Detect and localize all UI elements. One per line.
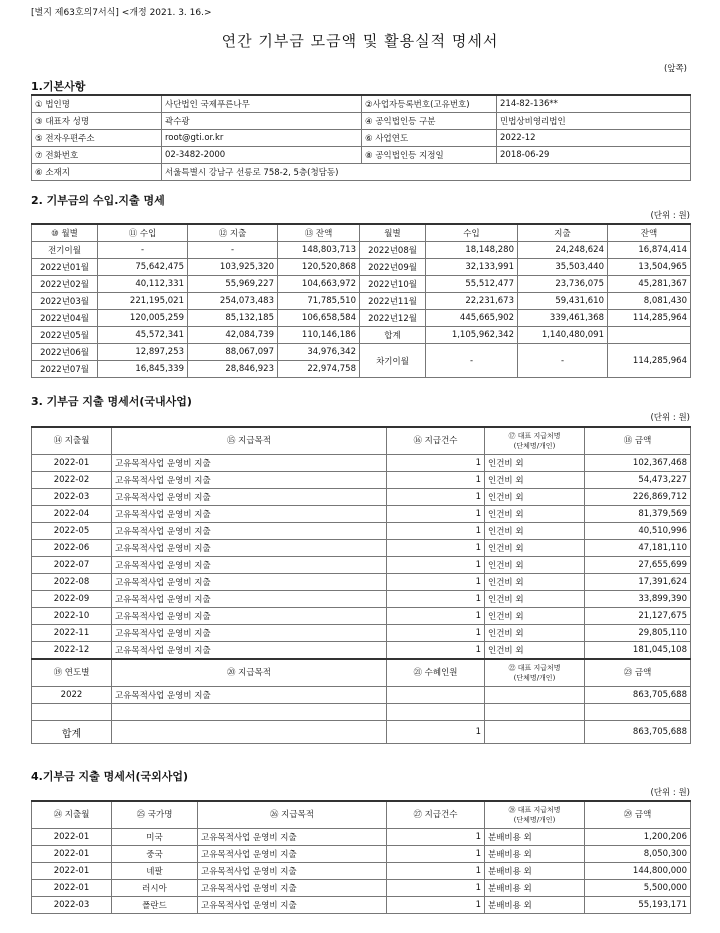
balance-cell: 71,785,510 [278, 293, 360, 310]
column-header: 월별 [360, 224, 426, 242]
payee-cell: 인건비 외 [485, 472, 585, 489]
income-cell: 445,665,902 [426, 310, 518, 327]
column-header: ⑱ 금액 [585, 427, 691, 455]
income-cell: - [98, 242, 188, 259]
count-cell: 1 [387, 455, 485, 472]
purpose-cell: 고유목적사업 운영비 지출 [198, 897, 387, 914]
payee-cell: 인건비 외 [485, 591, 585, 608]
count-cell [387, 687, 485, 704]
purpose-cell: 고유목적사업 운영비 지출 [112, 489, 387, 506]
section-overseas-title: 4.기부금 지출 명세서(국외사업) [31, 770, 189, 783]
income-expense-row [32, 242, 691, 259]
amount-cell: 54,473,227 [585, 472, 691, 489]
header-row [32, 659, 691, 687]
field-value: 2018-06-29 [497, 147, 691, 164]
page-title: 연간 기부금 모금액 및 활용실적 명세서 [221, 32, 499, 50]
count-cell: 1 [387, 557, 485, 574]
month-cell: 2022년06월 [32, 344, 98, 361]
purpose-cell: 고유목적사업 운영비 지출 [112, 472, 387, 489]
field-value: 사단법인 국제푸른나무 [162, 95, 362, 113]
column-header: 지출 [518, 224, 608, 242]
column-header: 잔액 [608, 224, 691, 242]
balance-cell: 120,520,868 [278, 259, 360, 276]
month-cell: 2022년08월 [360, 242, 426, 259]
column-header: ⑰ 대표 지급처명 (단체명/개인) [485, 427, 585, 455]
month-cell: 2022-07 [32, 557, 112, 574]
income-cell: 22,231,673 [426, 293, 518, 310]
empty-cell [112, 704, 387, 721]
month-cell: 2022년04월 [32, 310, 98, 327]
expense-cell: 85,132,185 [188, 310, 278, 327]
domestic-expense-row [32, 642, 691, 660]
field-label: ③ 대표자 성명 [32, 113, 162, 130]
section3-unit: (단위 : 원) [650, 413, 690, 423]
income-cell: - [426, 344, 518, 378]
income-expense-table [31, 223, 691, 378]
column-header: ⑮ 지급목적 [112, 427, 387, 455]
payee-cell: 분배비용 외 [485, 829, 585, 846]
payee-cell: 분배비용 외 [485, 897, 585, 914]
month-cell: 2022-08 [32, 574, 112, 591]
purpose-cell: 고유목적사업 운영비 지출 [112, 455, 387, 472]
month-cell: 2022년03월 [32, 293, 98, 310]
purpose-cell: 고유목적사업 운영비 지출 [112, 557, 387, 574]
overseas-expense-table [31, 800, 691, 914]
column-header: ㉓ 금액 [585, 659, 691, 687]
income-expense-row [32, 310, 691, 327]
column-header: ⑬ 잔액 [278, 224, 360, 242]
balance-cell: 34,976,342 [278, 344, 360, 361]
purpose-cell: 고유목적사업 운영비 지출 [198, 829, 387, 846]
payee-cell: 인건비 외 [485, 540, 585, 557]
field-label: ⑥ 소재지 [32, 164, 162, 181]
payee-cell: 인건비 외 [485, 523, 585, 540]
amount-cell: 226,869,712 [585, 489, 691, 506]
month-cell: 2022년12월 [360, 310, 426, 327]
month-cell: 2022-01 [32, 846, 112, 863]
field-value: root@gti.or.kr [162, 130, 362, 147]
purpose-cell: 고유목적사업 운영비 지출 [198, 863, 387, 880]
month-cell: 2022-09 [32, 591, 112, 608]
overseas-expense-row [32, 846, 691, 863]
country-cell: 네팔 [112, 863, 198, 880]
overseas-expense-row [32, 863, 691, 880]
section2-unit: (단위 : 원) [650, 211, 690, 221]
month-cell: 2022-12 [32, 642, 112, 660]
count-cell: 1 [387, 897, 485, 914]
count-cell: 1 [387, 642, 485, 660]
count-cell: 1 [387, 608, 485, 625]
amount-cell: 1,200,206 [585, 829, 691, 846]
purpose-cell: 고유목적사업 운영비 지출 [112, 574, 387, 591]
expense-cell: 59,431,610 [518, 293, 608, 310]
basic-info-row [32, 130, 691, 147]
month-cell: 2022-04 [32, 506, 112, 523]
total-count: 1 [387, 721, 485, 744]
column-header: ⑫ 지출 [188, 224, 278, 242]
column-header: ⑯ 지급건수 [387, 427, 485, 455]
section-income-expense-title: 2. 기부금의 수입.지출 명세 [31, 194, 165, 207]
month-cell: 차기이월 [360, 344, 426, 378]
empty-cell [485, 721, 585, 744]
count-cell: 1 [387, 489, 485, 506]
balance-cell: 45,281,367 [608, 276, 691, 293]
domestic-expense-row [32, 591, 691, 608]
empty-cell [32, 704, 112, 721]
field-label: ②사업자등록번호(고유번호) [362, 95, 497, 113]
expense-cell: - [188, 242, 278, 259]
empty-cell [112, 721, 387, 744]
empty-row [32, 704, 691, 721]
domestic-expense-row [32, 557, 691, 574]
form-number: [별지 제63호의7서식] <개정 2021. 3. 16.> [31, 8, 212, 18]
amount-cell: 47,181,110 [585, 540, 691, 557]
count-cell: 1 [387, 540, 485, 557]
balance-cell: 106,658,584 [278, 310, 360, 327]
field-value: 민법상비영리법인 [497, 113, 691, 130]
payee-cell: 인건비 외 [485, 506, 585, 523]
basic-info-row [32, 147, 691, 164]
domestic-expense-row [32, 574, 691, 591]
field-value: 곽수광 [162, 113, 362, 130]
balance-cell: 8,081,430 [608, 293, 691, 310]
payee-cell [485, 687, 585, 704]
field-value: 2022-12 [497, 130, 691, 147]
column-header: ㉘ 대표 지급처명 (단체명/개인) [485, 801, 585, 829]
basic-info-row [32, 113, 691, 130]
month-cell: 합계 [360, 327, 426, 344]
balance-cell: 22,974,758 [278, 361, 360, 378]
total-amount: 863,705,688 [585, 721, 691, 744]
payee-cell: 인건비 외 [485, 455, 585, 472]
domestic-expense-row [32, 455, 691, 472]
count-cell: 1 [387, 625, 485, 642]
month-cell: 2022년05월 [32, 327, 98, 344]
expense-cell: 28,846,923 [188, 361, 278, 378]
field-label: ⑥ 사업연도 [362, 130, 497, 147]
income-expense-row [32, 327, 691, 344]
expense-cell: 24,248,624 [518, 242, 608, 259]
domestic-expense-row [32, 625, 691, 642]
year-cell: 2022 [32, 687, 112, 704]
basic-info-table [31, 94, 691, 181]
income-cell: 18,148,280 [426, 242, 518, 259]
yearly-expense-row [32, 687, 691, 704]
column-header: ⑭ 지출월 [32, 427, 112, 455]
payee-cell: 인건비 외 [485, 557, 585, 574]
balance-cell: 114,285,964 [608, 310, 691, 327]
income-cell: 40,112,331 [98, 276, 188, 293]
count-cell: 1 [387, 591, 485, 608]
payee-cell: 인건비 외 [485, 489, 585, 506]
payee-cell: 인건비 외 [485, 574, 585, 591]
month-cell: 2022-03 [32, 489, 112, 506]
column-header: ㉖ 지급목적 [198, 801, 387, 829]
domestic-expense-row [32, 489, 691, 506]
count-cell: 1 [387, 472, 485, 489]
month-cell: 2022-01 [32, 455, 112, 472]
expense-cell: 103,925,320 [188, 259, 278, 276]
column-header: ㉒ 대표 지급처명 (단체명/개인) [485, 659, 585, 687]
income-cell: 120,005,259 [98, 310, 188, 327]
expense-cell: 254,073,483 [188, 293, 278, 310]
empty-cell [585, 704, 691, 721]
payee-cell: 분배비용 외 [485, 880, 585, 897]
amount-cell: 17,391,624 [585, 574, 691, 591]
header-row [32, 224, 691, 242]
amount-cell: 5,500,000 [585, 880, 691, 897]
amount-cell: 144,800,000 [585, 863, 691, 880]
month-cell: 2022-02 [32, 472, 112, 489]
month-cell: 전기이월 [32, 242, 98, 259]
expense-cell: 42,084,739 [188, 327, 278, 344]
basic-info-row [32, 95, 691, 113]
column-header: ㉕ 국가명 [112, 801, 198, 829]
income-cell: 32,133,991 [426, 259, 518, 276]
month-cell: 2022-01 [32, 829, 112, 846]
header-row [32, 801, 691, 829]
field-label: ⑧ 공익법인등 지정일 [362, 147, 497, 164]
domestic-expense-row [32, 506, 691, 523]
expense-cell: 23,736,075 [518, 276, 608, 293]
column-header: ㉑ 수혜인원 [387, 659, 485, 687]
domestic-expense-row [32, 472, 691, 489]
empty-cell [485, 704, 585, 721]
income-cell: 221,195,021 [98, 293, 188, 310]
overseas-expense-row [32, 829, 691, 846]
purpose-cell: 고유목적사업 운영비 지출 [112, 591, 387, 608]
column-header: ㉗ 지급건수 [387, 801, 485, 829]
month-cell: 2022-01 [32, 880, 112, 897]
domestic-expense-table [31, 426, 691, 744]
column-header: ⑩ 월별 [32, 224, 98, 242]
month-cell: 2022년10월 [360, 276, 426, 293]
income-cell: 45,572,341 [98, 327, 188, 344]
section-domestic-title: 3. 기부금 지출 명세서(국내사업) [31, 395, 192, 408]
purpose-cell: 고유목적사업 운영비 지출 [112, 523, 387, 540]
month-cell: 2022년01월 [32, 259, 98, 276]
column-header: ⑪ 수입 [98, 224, 188, 242]
expense-cell: 88,067,097 [188, 344, 278, 361]
field-label: ④ 공익법인등 구분 [362, 113, 497, 130]
count-cell: 1 [387, 863, 485, 880]
field-label: ① 법인명 [32, 95, 162, 113]
payee-cell: 인건비 외 [485, 608, 585, 625]
purpose-cell: 고유목적사업 운영비 지출 [198, 880, 387, 897]
month-cell: 2022년11월 [360, 293, 426, 310]
income-expense-row [32, 276, 691, 293]
income-cell: 1,105,962,342 [426, 327, 518, 344]
balance-cell: 148,803,713 [278, 242, 360, 259]
basic-info-row [32, 164, 691, 181]
count-cell: 1 [387, 523, 485, 540]
field-label: ⑦ 전화번호 [32, 147, 162, 164]
total-label: 합계 [32, 721, 112, 744]
expense-cell: 1,140,480,091 [518, 327, 608, 344]
column-header: ㉔ 지출월 [32, 801, 112, 829]
address-value: 서울특별시 강남구 선릉로 758-2, 5층(청담동) [162, 164, 691, 181]
income-expense-row [32, 293, 691, 310]
field-label: ⑤ 전자우편주소 [32, 130, 162, 147]
country-cell: 중국 [112, 846, 198, 863]
month-cell: 2022년07월 [32, 361, 98, 378]
balance-cell [608, 327, 691, 344]
amount-cell: 102,367,468 [585, 455, 691, 472]
balance-cell: 114,285,964 [608, 344, 691, 378]
income-cell: 16,845,339 [98, 361, 188, 378]
header-row [32, 427, 691, 455]
section-basic-title: 1.기본사항 [31, 80, 86, 93]
overseas-expense-row [32, 880, 691, 897]
income-expense-row [32, 259, 691, 276]
balance-cell: 104,663,972 [278, 276, 360, 293]
country-cell: 미국 [112, 829, 198, 846]
expense-cell: 339,461,368 [518, 310, 608, 327]
expense-cell: 55,969,227 [188, 276, 278, 293]
balance-cell: 16,874,414 [608, 242, 691, 259]
month-cell: 2022-11 [32, 625, 112, 642]
month-cell: 2022-06 [32, 540, 112, 557]
amount-cell: 8,050,300 [585, 846, 691, 863]
balance-cell: 110,146,186 [278, 327, 360, 344]
purpose-cell: 고유목적사업 운영비 지출 [112, 625, 387, 642]
amount-cell: 27,655,699 [585, 557, 691, 574]
amount-cell: 55,193,171 [585, 897, 691, 914]
income-cell: 55,512,477 [426, 276, 518, 293]
amount-cell: 81,379,569 [585, 506, 691, 523]
empty-cell [387, 704, 485, 721]
domestic-expense-row [32, 523, 691, 540]
count-cell: 1 [387, 846, 485, 863]
domestic-expense-row [32, 608, 691, 625]
amount-cell: 33,899,390 [585, 591, 691, 608]
purpose-cell: 고유목적사업 운영비 지출 [112, 687, 387, 704]
payee-cell: 분배비용 외 [485, 863, 585, 880]
purpose-cell: 고유목적사업 운영비 지출 [198, 846, 387, 863]
expense-cell: 35,503,440 [518, 259, 608, 276]
count-cell: 1 [387, 829, 485, 846]
month-cell: 2022-05 [32, 523, 112, 540]
purpose-cell: 고유목적사업 운영비 지출 [112, 608, 387, 625]
income-expense-row [32, 344, 691, 361]
column-header: ㉙ 금액 [585, 801, 691, 829]
total-row [32, 721, 691, 744]
section4-unit: (단위 : 원) [650, 788, 690, 798]
column-header: ⑲ 연도별 [32, 659, 112, 687]
country-cell: 러시아 [112, 880, 198, 897]
field-value: 214-82-136** [497, 95, 691, 113]
amount-cell: 40,510,996 [585, 523, 691, 540]
payee-cell: 분배비용 외 [485, 846, 585, 863]
count-cell: 1 [387, 574, 485, 591]
month-cell: 2022-03 [32, 897, 112, 914]
amount-cell: 21,127,675 [585, 608, 691, 625]
payee-cell: 인건비 외 [485, 642, 585, 660]
balance-cell: 13,504,965 [608, 259, 691, 276]
amount-cell: 181,045,108 [585, 642, 691, 660]
field-value: 02-3482-2000 [162, 147, 362, 164]
page-side-label: (앞쪽) [663, 64, 687, 74]
overseas-expense-row [32, 897, 691, 914]
month-cell: 2022년02월 [32, 276, 98, 293]
purpose-cell: 고유목적사업 운영비 지출 [112, 506, 387, 523]
purpose-cell: 고유목적사업 운영비 지출 [112, 540, 387, 557]
purpose-cell: 고유목적사업 운영비 지출 [112, 642, 387, 660]
domestic-expense-row [32, 540, 691, 557]
month-cell: 2022년09월 [360, 259, 426, 276]
amount-cell: 863,705,688 [585, 687, 691, 704]
income-cell: 12,897,253 [98, 344, 188, 361]
amount-cell: 29,805,110 [585, 625, 691, 642]
month-cell: 2022-10 [32, 608, 112, 625]
income-cell: 75,642,475 [98, 259, 188, 276]
payee-cell: 인건비 외 [485, 625, 585, 642]
month-cell: 2022-01 [32, 863, 112, 880]
count-cell: 1 [387, 880, 485, 897]
expense-cell: - [518, 344, 608, 378]
column-header: ⑳ 지급목적 [112, 659, 387, 687]
column-header: 수입 [426, 224, 518, 242]
count-cell: 1 [387, 506, 485, 523]
country-cell: 폴란드 [112, 897, 198, 914]
